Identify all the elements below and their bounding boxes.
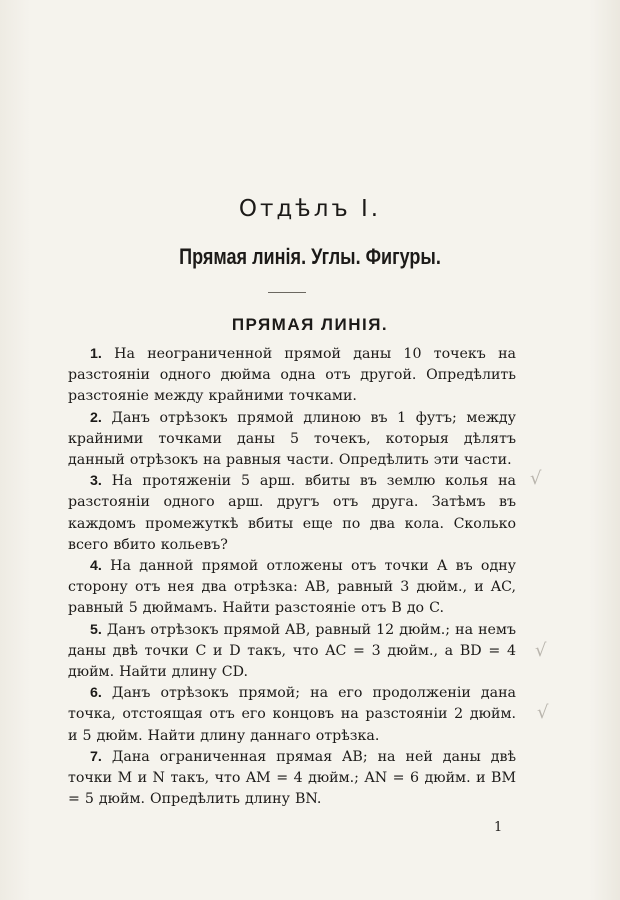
problem-3 [68,471,516,556]
problem-number: 7. [90,748,102,765]
divider-rule [268,292,306,293]
problem-number: 1. [90,346,102,362]
pencil-check-mark-icon: √ [537,702,549,723]
problem-7 [68,747,516,811]
problems-list [68,344,516,810]
pencil-check-mark-icon: √ [535,640,547,661]
problem-number: 4. [90,558,102,575]
problem-4 [68,556,516,620]
problem-text: Данъ отрѣзокъ прямой; на его продолженіи дана точка, отстоящая отъ его концовъ на разстояніи 2 дюйм. и 5 дюйм. Найти длину даннаго отрѣзка. [68,685,516,744]
problem-number: 3. [90,473,102,490]
subsection-title: ПРЯМАЯ ЛИНІЯ. [231,315,389,334]
problem-number: 2. [90,409,102,426]
problem-text: На протяженіи 5 арш. вбиты въ землю колья на разстояніи одного арш. другъ отъ друга. Затѣмъ въ каждомъ промежуткѣ вбиты еще по два кола. Сколько всего вбито кольевъ? [68,473,516,553]
pencil-check-mark-icon: √ [530,468,542,489]
problem-text: Дана ограниченная прямая AB; на ней даны двѣ точки M и N такъ, что AM = 4 дюйм.; AN = 6 дюйм. и BM = 5 дюйм. Опредѣлить длину BN. [68,748,517,808]
problem-1 [68,344,516,408]
problem-text: На неограниченной прямой даны 10 точекъ на разстояніи одного дюйма одна отъ другой. Опредѣлить разстояніе между крайними точками. [68,346,516,405]
problem-text: Данъ отрѣзокъ прямой длиною въ 1 футъ; между крайними точками даны 5 точекъ, которыя дѣлятъ данный отрѣзокъ на равныя части. Опредѣлить эти части. [68,409,516,469]
problem-text: На данной прямой отложены отъ точки A въ одну сторону отъ нея два отрѣзка: AB, равный 3 дюйм., и AC, равный 5 дюймамъ. Найти разстояніе отъ B до C. [68,558,517,617]
problem-6 [68,683,516,747]
page-number: 1 [494,820,503,835]
problem-number: 5. [90,621,102,638]
chapter-title: Прямая линія. Углы. Фигуры. [179,244,441,269]
problem-text: Данъ отрѣзокъ прямой AB, равный 12 дюйм.; на немъ даны двѣ точки C и D такъ, что AC = 3 дюйм., а BD = 4 дюйм. Найти длину CD. [68,621,516,681]
problem-5 [68,620,516,684]
section-title: Отдѣлъ I. [238,196,382,222]
problem-number: 6. [90,685,102,702]
problem-2 [68,408,516,472]
